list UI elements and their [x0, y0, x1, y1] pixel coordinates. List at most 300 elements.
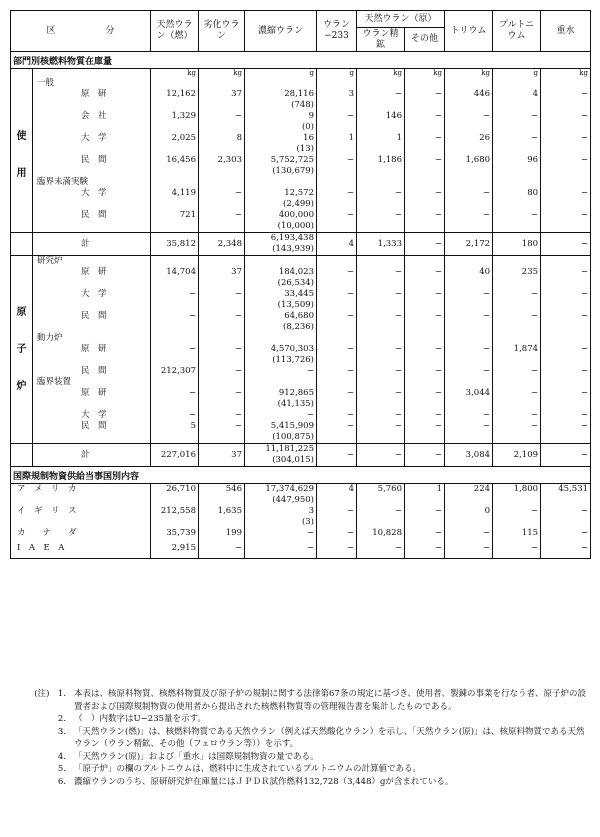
value-cell — [199, 333, 245, 344]
value-cell: 1 — [405, 484, 445, 507]
value-cell: − — [541, 133, 591, 155]
category-label: 臨界装置 — [33, 377, 151, 388]
category-label: 研究炉 — [33, 256, 151, 268]
value-cell: 40 — [445, 267, 493, 289]
value-cell: − — [317, 421, 357, 444]
value-cell: − — [445, 311, 493, 333]
value-cell: − — [493, 366, 541, 377]
value-cell: − — [245, 543, 317, 558]
value-cell: − — [541, 289, 591, 311]
value-cell — [317, 377, 357, 388]
value-cell: 37 — [199, 267, 245, 289]
value-cell: − — [541, 543, 591, 558]
unit-spacer — [11, 69, 33, 79]
value-cell — [317, 78, 357, 89]
col-thorium: トリウム — [445, 11, 493, 52]
value-cell: 0 — [445, 506, 493, 528]
value-cell: 212,558 — [151, 506, 199, 528]
total-reactor — [11, 444, 591, 467]
value-cell: − — [151, 388, 199, 410]
value-cell: − — [317, 543, 357, 558]
value-cell — [151, 78, 199, 89]
value-cell — [357, 78, 405, 89]
table-row — [11, 111, 591, 133]
value-cell: − — [445, 289, 493, 311]
total-value: 3,084 — [445, 444, 493, 467]
value-cell: − — [317, 388, 357, 410]
value-cell: 12,162 — [151, 89, 199, 111]
footnote-number: 2. — [57, 714, 66, 724]
table-row — [11, 421, 591, 444]
value-cell: − — [317, 155, 357, 177]
category-row — [11, 177, 591, 188]
value-cell: − — [151, 311, 199, 333]
col-uranium-ore: ウラン精鉱 — [357, 28, 405, 52]
country-row — [11, 506, 591, 528]
value-cell: − — [541, 366, 591, 377]
total-value: 180 — [493, 233, 541, 256]
value-cell: − — [199, 289, 245, 311]
value-cell: − — [357, 344, 405, 366]
value-cell: 4,119 — [151, 188, 199, 210]
row-label: 大 学 — [33, 188, 151, 210]
total-value: 37 — [199, 444, 245, 467]
value-cell: − — [541, 388, 591, 410]
value-cell: − — [405, 543, 445, 558]
total-value: 6,193,438 (143,939) — [245, 233, 317, 256]
total-value: − — [541, 233, 591, 256]
row-label: 大 学 — [33, 289, 151, 311]
value-cell: 5,752,725 (130,679) — [245, 155, 317, 177]
value-cell — [199, 256, 245, 268]
value-cell: 8 — [199, 133, 245, 155]
value-cell: − — [541, 410, 591, 421]
footnote — [10, 713, 590, 726]
value-cell — [405, 377, 445, 388]
value-cell: − — [199, 388, 245, 410]
row-label: 民 間 — [33, 421, 151, 444]
value-cell: − — [541, 210, 591, 233]
unit-label: kg — [541, 69, 591, 79]
table-row — [11, 311, 591, 333]
value-cell: 546 — [199, 484, 245, 507]
row-label: 大 学 — [33, 410, 151, 421]
value-cell: 96 — [493, 155, 541, 177]
value-cell: 5,415,909 (100,875) — [245, 421, 317, 444]
unit-label: kg — [445, 69, 493, 79]
footnote-text: （ ）内数字はU−235量を示す。 — [74, 714, 206, 724]
value-cell: − — [317, 506, 357, 528]
value-cell — [317, 177, 357, 188]
value-cell: 235 — [493, 267, 541, 289]
value-cell: − — [317, 289, 357, 311]
value-cell: 10,828 — [357, 528, 405, 543]
footnote-text: 「天然ウラン(原)」および「重水」は国際規制物資の量である。 — [74, 751, 319, 762]
value-cell — [445, 377, 493, 388]
value-cell: − — [541, 344, 591, 366]
value-cell: 721 — [151, 210, 199, 233]
value-cell: 2,025 — [151, 133, 199, 155]
unit-label: kg — [199, 69, 245, 79]
unit-label: g — [245, 69, 317, 79]
value-cell: − — [405, 506, 445, 528]
value-cell: − — [199, 421, 245, 444]
value-cell — [245, 377, 317, 388]
value-cell: − — [405, 344, 445, 366]
value-cell — [317, 333, 357, 344]
value-cell: 3 (3) — [245, 506, 317, 528]
country-label: I A E A — [11, 543, 151, 558]
unit-label: kg — [151, 69, 199, 79]
value-cell: − — [199, 188, 245, 210]
value-cell: − — [199, 210, 245, 233]
value-cell: − — [151, 410, 199, 421]
value-cell: − — [445, 543, 493, 558]
value-cell — [245, 333, 317, 344]
category-row — [11, 333, 591, 344]
value-cell — [541, 177, 591, 188]
unit-row — [11, 69, 591, 79]
value-cell — [245, 78, 317, 89]
value-cell: − — [245, 410, 317, 421]
table-row — [11, 267, 591, 289]
value-cell: − — [357, 410, 405, 421]
value-cell — [245, 256, 317, 268]
total-value: 1,333 — [357, 233, 405, 256]
table-row — [11, 344, 591, 366]
value-cell: 1 — [317, 133, 357, 155]
value-cell: − — [445, 188, 493, 210]
footnote-number: 3. — [57, 726, 66, 737]
country-row — [11, 543, 591, 558]
total-value: − — [317, 444, 357, 467]
value-cell — [445, 333, 493, 344]
value-cell: 184,023 (26,534) — [245, 267, 317, 289]
value-cell — [405, 256, 445, 268]
value-cell: − — [541, 528, 591, 543]
value-cell: − — [445, 344, 493, 366]
value-cell — [199, 177, 245, 188]
value-cell — [445, 78, 493, 89]
value-cell: − — [317, 366, 357, 377]
value-cell — [151, 377, 199, 388]
value-cell: − — [445, 111, 493, 133]
total-use — [11, 233, 591, 256]
value-cell: − — [541, 506, 591, 528]
value-cell: − — [541, 188, 591, 210]
value-cell: − — [405, 388, 445, 410]
value-cell: 2,303 — [199, 155, 245, 177]
value-cell: − — [493, 311, 541, 333]
inventory-table-page — [10, 10, 590, 559]
value-cell: − — [541, 89, 591, 111]
country-row — [11, 528, 591, 543]
value-cell: 5,760 — [357, 484, 405, 507]
row-label: 原 研 — [33, 344, 151, 366]
col-other: その他 — [405, 28, 445, 52]
value-cell: 224 — [445, 484, 493, 507]
footnote-number: 6. — [57, 776, 66, 787]
total-spacer — [11, 233, 33, 256]
table-row — [11, 89, 591, 111]
value-cell: 1,186 — [357, 155, 405, 177]
row-label: 原 研 — [33, 89, 151, 111]
category-label: 臨界未満実験 — [33, 177, 151, 188]
footnote — [10, 763, 590, 776]
value-cell: 1,680 — [445, 155, 493, 177]
value-cell: 3 — [317, 89, 357, 111]
footnote — [10, 776, 590, 789]
value-cell: − — [405, 311, 445, 333]
col-enriched-u: 濃縮ウラン — [245, 11, 317, 52]
value-cell: − — [445, 410, 493, 421]
value-cell: − — [493, 111, 541, 133]
value-cell: − — [405, 89, 445, 111]
value-cell: − — [199, 543, 245, 558]
value-cell: − — [317, 210, 357, 233]
value-cell: − — [357, 188, 405, 210]
group-reactor — [11, 256, 33, 444]
value-cell: − — [493, 543, 541, 558]
col-natural-u-source: 天然ウラン（原） — [357, 11, 445, 28]
value-cell: 4,570,303 (113,726) — [245, 344, 317, 366]
value-cell — [317, 256, 357, 268]
value-cell: 16 (13) — [245, 133, 317, 155]
value-cell: − — [405, 210, 445, 233]
header-kubun: 区 分 — [11, 11, 151, 52]
value-cell: − — [405, 410, 445, 421]
category-label: 一般 — [33, 78, 151, 89]
country-label: イ ギ リ ス — [11, 506, 151, 528]
row-label: 民 間 — [33, 210, 151, 233]
value-cell: 26 — [445, 133, 493, 155]
total-spacer — [11, 444, 33, 467]
value-cell: − — [493, 289, 541, 311]
value-cell — [199, 377, 245, 388]
value-cell: 80 — [493, 188, 541, 210]
value-cell — [357, 377, 405, 388]
section-by-supplier-country — [11, 467, 591, 484]
col-u233: ウラン−233 — [317, 11, 357, 52]
value-cell: − — [199, 366, 245, 377]
value-cell: 1,329 — [151, 111, 199, 133]
total-value: 2,348 — [199, 233, 245, 256]
value-cell: − — [357, 267, 405, 289]
value-cell: − — [357, 89, 405, 111]
unit-label: g — [493, 69, 541, 79]
value-cell — [493, 377, 541, 388]
value-cell: − — [493, 133, 541, 155]
value-cell: 1,874 — [493, 344, 541, 366]
value-cell: − — [405, 133, 445, 155]
row-label: 民 間 — [33, 311, 151, 333]
value-cell — [493, 256, 541, 268]
value-cell: 1,800 — [493, 484, 541, 507]
total-label: 計 — [33, 444, 151, 467]
value-cell: 45,531 — [541, 484, 591, 507]
footnote-text: 「原子炉」の欄のプルトニウムは、燃料中に生成されているプルトニウムの計算値である。 — [74, 764, 421, 774]
total-label: 計 — [33, 233, 151, 256]
value-cell: − — [199, 344, 245, 366]
value-cell: − — [199, 311, 245, 333]
category-label: 動力炉 — [33, 333, 151, 344]
value-cell: − — [405, 528, 445, 543]
table-row — [11, 410, 591, 421]
value-cell — [405, 333, 445, 344]
footnote-number: 4. — [57, 751, 66, 762]
table-row — [11, 188, 591, 210]
country-label: カ ナ ダ — [11, 528, 151, 543]
value-cell — [405, 177, 445, 188]
value-cell: − — [493, 388, 541, 410]
value-cell: 9 (0) — [245, 111, 317, 133]
footnotes — [10, 688, 590, 788]
value-cell: 64,680 (8,236) — [245, 311, 317, 333]
total-value: 11,181,225 (304,015) — [245, 444, 317, 467]
value-cell — [541, 78, 591, 89]
value-cell: 37 — [199, 89, 245, 111]
total-value: − — [357, 444, 405, 467]
value-cell: − — [317, 188, 357, 210]
value-cell — [445, 256, 493, 268]
category-row — [11, 78, 591, 89]
section-inventory-by-sector — [11, 52, 591, 69]
value-cell: − — [357, 543, 405, 558]
group-char: 炉 — [16, 381, 27, 392]
group-char: 子 — [16, 344, 27, 355]
row-label: 民 間 — [33, 155, 151, 177]
group-char: 原 — [16, 307, 27, 318]
total-value: − — [405, 444, 445, 467]
value-cell: 12,572 (2,499) — [245, 188, 317, 210]
value-cell: − — [317, 267, 357, 289]
value-cell: 17,374,629 (447,950) — [245, 484, 317, 507]
table-row — [11, 366, 591, 377]
value-cell: − — [445, 210, 493, 233]
total-value: 2,172 — [445, 233, 493, 256]
value-cell: 26,710 — [151, 484, 199, 507]
footnote-number: 5. — [57, 764, 66, 774]
value-cell: − — [317, 410, 357, 421]
value-cell — [541, 333, 591, 344]
value-cell: − — [357, 421, 405, 444]
row-label: 民 間 — [33, 366, 151, 377]
value-cell: − — [357, 210, 405, 233]
unit-label: kg — [357, 69, 405, 79]
value-cell — [357, 333, 405, 344]
unit-label: g — [317, 69, 357, 79]
group-char: 使 — [16, 131, 27, 142]
value-cell — [199, 78, 245, 89]
row-label: 原 研 — [33, 267, 151, 289]
value-cell: − — [357, 289, 405, 311]
unit-spacer — [33, 69, 151, 79]
value-cell: − — [151, 344, 199, 366]
row-label: 会 社 — [33, 111, 151, 133]
value-cell: − — [405, 289, 445, 311]
value-cell: 1,635 — [199, 506, 245, 528]
value-cell — [151, 256, 199, 268]
value-cell — [493, 78, 541, 89]
value-cell: 14,704 — [151, 267, 199, 289]
value-cell: 1 — [357, 133, 405, 155]
total-value: 227,016 — [151, 444, 199, 467]
value-cell: 4 — [317, 484, 357, 507]
row-label: 原 研 — [33, 388, 151, 410]
value-cell: − — [357, 366, 405, 377]
category-row — [11, 377, 591, 388]
total-value: − — [541, 444, 591, 467]
value-cell: − — [541, 111, 591, 133]
value-cell: 212,307 — [151, 366, 199, 377]
total-value: − — [405, 233, 445, 256]
value-cell: − — [493, 410, 541, 421]
col-plutonium: プルトニウム — [493, 11, 541, 52]
value-cell: − — [493, 421, 541, 444]
value-cell: − — [357, 506, 405, 528]
value-cell: − — [199, 111, 245, 133]
value-cell: − — [445, 421, 493, 444]
value-cell: − — [405, 267, 445, 289]
value-cell: 115 — [493, 528, 541, 543]
total-value: 2,109 — [493, 444, 541, 467]
value-cell — [541, 256, 591, 268]
value-cell: − — [357, 311, 405, 333]
value-cell: − — [317, 344, 357, 366]
table-row — [11, 388, 591, 410]
footnote-text: 本表は、核原料物質、核燃料物質及び原子炉の規制に関する法律第67条の規定に基づき、使用者、製錬の事業を行なう者、原子炉の設置者および国際規制物資の使用者から提出された核燃料物質等の管理報告書を集計したものである。 — [74, 689, 586, 712]
country-row — [11, 484, 591, 507]
value-cell — [541, 377, 591, 388]
category-row — [11, 256, 591, 268]
value-cell: − — [151, 289, 199, 311]
footnote — [10, 726, 590, 751]
value-cell: 3,044 — [445, 388, 493, 410]
inventory-table — [10, 10, 591, 559]
value-cell — [357, 256, 405, 268]
value-cell: 400,000 (10,000) — [245, 210, 317, 233]
value-cell: − — [357, 388, 405, 410]
footnote — [10, 688, 590, 713]
value-cell — [357, 177, 405, 188]
table-row — [11, 210, 591, 233]
value-cell: − — [405, 155, 445, 177]
country-label: ア メ リ カ — [11, 484, 151, 507]
value-cell: − — [317, 111, 357, 133]
value-cell: 446 — [445, 89, 493, 111]
unit-label: kg — [405, 69, 445, 79]
value-cell — [445, 177, 493, 188]
value-cell: − — [493, 506, 541, 528]
value-cell — [405, 78, 445, 89]
table-row — [11, 289, 591, 311]
value-cell: 33,445 (13,509) — [245, 289, 317, 311]
value-cell: − — [541, 421, 591, 444]
footnote-number: (注) 1. — [34, 689, 66, 699]
value-cell: − — [405, 421, 445, 444]
value-cell: 28,116 (748) — [245, 89, 317, 111]
value-cell — [493, 333, 541, 344]
group-char: 用 — [16, 168, 27, 179]
value-cell: − — [405, 366, 445, 377]
col-natural-u-fuel: 天然ウラン（燃） — [151, 11, 199, 52]
value-cell: 35,739 — [151, 528, 199, 543]
group-use — [11, 78, 33, 233]
value-cell: 2,915 — [151, 543, 199, 558]
value-cell: 4 — [493, 89, 541, 111]
value-cell: 16,456 — [151, 155, 199, 177]
value-cell: 5 — [151, 421, 199, 444]
